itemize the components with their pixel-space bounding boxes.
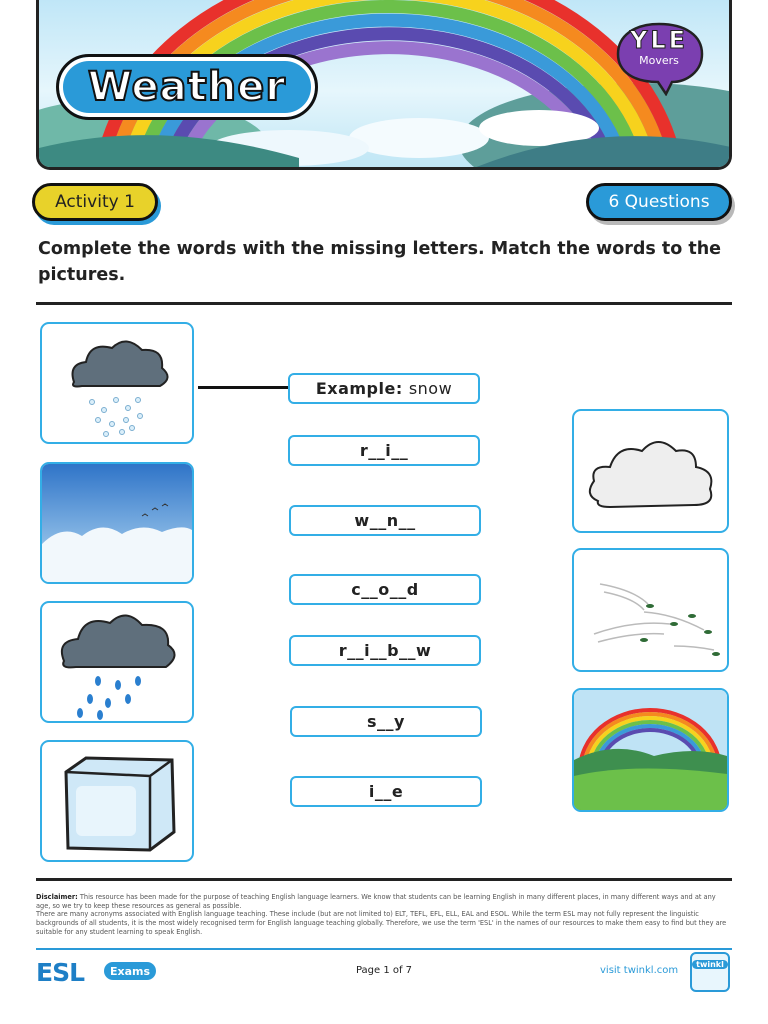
- picture-ice-cube[interactable]: [40, 740, 194, 862]
- wind-icon: [574, 550, 727, 670]
- disclaimer-text-2: There are many acronyms associated with English language teaching. These include (but are not limited to) ELT, TEFL, EFL, ELL, EAL and ESOL. While the term ESL may not fully represent the linguistic backgrounds of all students, it is the most widely recognised term for English language teaching globally. Therefore, we use the term 'ESL' in the names of our resources to make them easy to find but they are suitable for any student learning to speak English.: [36, 910, 727, 936]
- questions-count: 6 Questions: [586, 183, 732, 221]
- divider: [36, 302, 732, 305]
- word-box[interactable]: [289, 635, 481, 666]
- word-box[interactable]: [289, 574, 481, 605]
- white-cloud-icon: [574, 411, 727, 531]
- picture-snow-cloud[interactable]: [40, 322, 194, 444]
- picture-blue-sky[interactable]: [40, 462, 194, 584]
- example-word: snow: [408, 379, 453, 398]
- picture-wind[interactable]: [572, 548, 729, 672]
- twinkl-badge-icon: [690, 952, 730, 992]
- rainbow-icon: [574, 690, 727, 810]
- word-text: s__y: [367, 712, 405, 731]
- activity-label: Activity 1: [32, 183, 158, 221]
- picture-rain-cloud[interactable]: [40, 601, 194, 723]
- disclaimer-label: Disclaimer:: [36, 893, 78, 901]
- word-text: r__i__b__w: [338, 641, 432, 660]
- word-box[interactable]: [289, 505, 481, 536]
- word-box-example: [288, 373, 480, 404]
- page-title: Weather: [87, 64, 287, 110]
- word-text: i__e: [368, 782, 404, 801]
- disclaimer: [36, 893, 732, 937]
- word-text: c__o__d: [351, 580, 419, 599]
- picture-rainbow[interactable]: [572, 688, 729, 812]
- word-box[interactable]: [290, 776, 482, 807]
- example-label: Example:: [315, 379, 403, 398]
- disclaimer-text-1: This resource has been made for the purpose of teaching English language learners. We know that students can be learning English in many different places, in many different ways and at any age, so we try to keep these resources as general as possible.: [36, 893, 716, 910]
- exams-tag: Exams: [104, 962, 156, 980]
- twinkl-badge-text: twinkl: [692, 960, 728, 969]
- word-text: r__i__: [359, 441, 409, 460]
- example-match-line: [198, 386, 290, 389]
- yle-badge-subtitle: Movers: [639, 54, 679, 67]
- title-pill: [56, 54, 318, 120]
- instructions: Complete the words with the missing letters. Match the words to the pictures.: [38, 239, 722, 285]
- esl-logo: ESL: [36, 958, 85, 987]
- word-text: w__n__: [354, 511, 416, 530]
- page-number: Page 1 of 7: [355, 965, 413, 976]
- yle-badge-title: YLE: [629, 26, 689, 54]
- footer-divider: [36, 878, 732, 881]
- visit-link[interactable]: visit twinkl.com: [600, 965, 679, 976]
- picture-white-cloud[interactable]: [572, 409, 729, 533]
- footer-rule: [36, 948, 732, 950]
- snow-cloud-icon: [42, 324, 192, 442]
- ice-cube-icon: [42, 742, 192, 860]
- rain-cloud-icon: [42, 603, 192, 721]
- word-box[interactable]: [288, 435, 480, 466]
- blue-sky-icon: [42, 464, 192, 582]
- word-box[interactable]: [290, 706, 482, 737]
